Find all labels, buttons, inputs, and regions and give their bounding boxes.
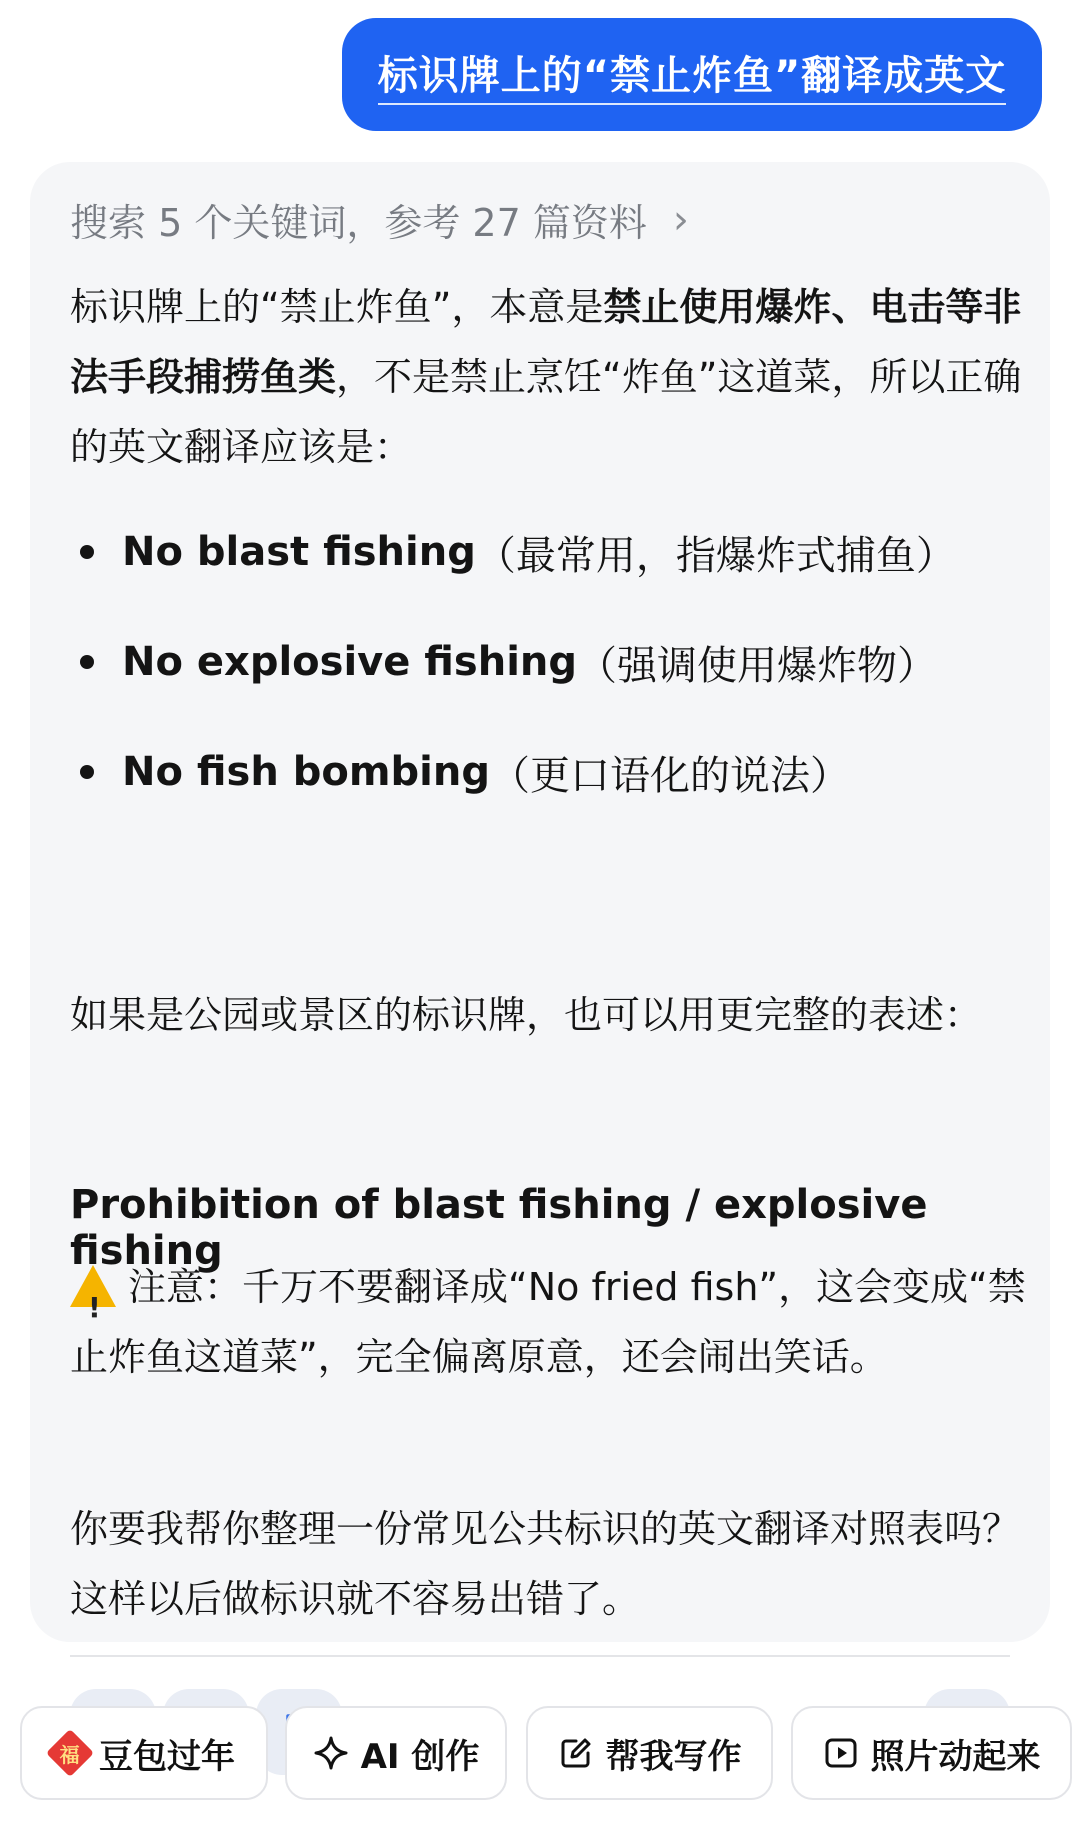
warning-icon <box>70 1265 116 1307</box>
list-item-note: （最常用，指爆炸式捕鱼） <box>475 532 956 579</box>
list-item-note: （强调使用爆炸物） <box>577 642 938 689</box>
sparkle-icon <box>313 1735 349 1771</box>
list-item-english: No blast fishing <box>122 529 476 575</box>
chip-doubao-new-year[interactable] <box>20 1706 268 1800</box>
list-item <box>70 607 1030 717</box>
reply-paragraph-followup: 你要我帮你整理一份常见公共标识的英文翻译对照表吗？这样以后做标识就不容易出错了。 <box>70 1507 1021 1621</box>
reply-text: ，不是禁止烹饪“炸鱼”这道菜，所以正确的英文翻译应该是： <box>70 355 1022 469</box>
bullet-icon <box>80 655 94 669</box>
user-message-text: 标识牌上的“禁止炸鱼”翻译成英文 <box>378 44 1007 105</box>
list-item-note: （更口语化的说法） <box>490 752 850 799</box>
reply-bold-text: 禁止使用爆炸、电击等非法手段捕捞鱼类 <box>70 285 1022 399</box>
warning-text: 注意：千万不要翻译成“No fried fish”，这会变成“禁止炸鱼这道菜”，完全偏离原意，还会闹出笑话。 <box>70 1265 1026 1379</box>
reply-paragraph-1 <box>70 272 1030 482</box>
chip-ai-create[interactable] <box>285 1706 507 1800</box>
translation-list <box>70 497 1030 827</box>
fu-character: 福 <box>60 1742 80 1767</box>
reply-paragraph-2: 如果是公园或景区的标识牌，也可以用更完整的表述： <box>70 993 983 1037</box>
bullet-icon <box>80 765 94 779</box>
divider <box>70 1655 1010 1657</box>
list-item <box>70 497 1030 607</box>
user-message-bubble <box>342 18 1042 131</box>
edit-icon <box>558 1735 594 1771</box>
fu-icon <box>46 1729 94 1777</box>
search-summary-text: 搜索 5 个关键词，参考 27 篇资料 <box>70 201 647 245</box>
chip-label: 照片动起来 <box>870 1736 1041 1777</box>
chip-help-write[interactable] <box>526 1706 773 1800</box>
list-item-english: No fish bombing <box>122 749 490 795</box>
search-summary[interactable] <box>70 192 689 247</box>
assistant-reply-card <box>30 162 1050 1642</box>
prohibition-phrase: Prohibition of blast fishing / explosive fishing <box>70 1182 928 1274</box>
chip-label: AI 创作 <box>360 1736 480 1777</box>
reply-text: 标识牌上的“禁止炸鱼”，本意是 <box>70 285 604 329</box>
reply-paragraph-warning <box>70 1252 1030 1392</box>
play-icon <box>823 1735 859 1771</box>
chip-label: 帮我写作 <box>605 1736 742 1777</box>
list-item <box>70 717 1030 827</box>
list-item-english: No explosive fishing <box>122 639 578 685</box>
bullet-icon <box>80 545 94 559</box>
chevron-right-icon: › <box>672 196 689 243</box>
chip-label: 豆包过年 <box>99 1736 235 1777</box>
chip-animate-photo[interactable] <box>791 1706 1072 1800</box>
